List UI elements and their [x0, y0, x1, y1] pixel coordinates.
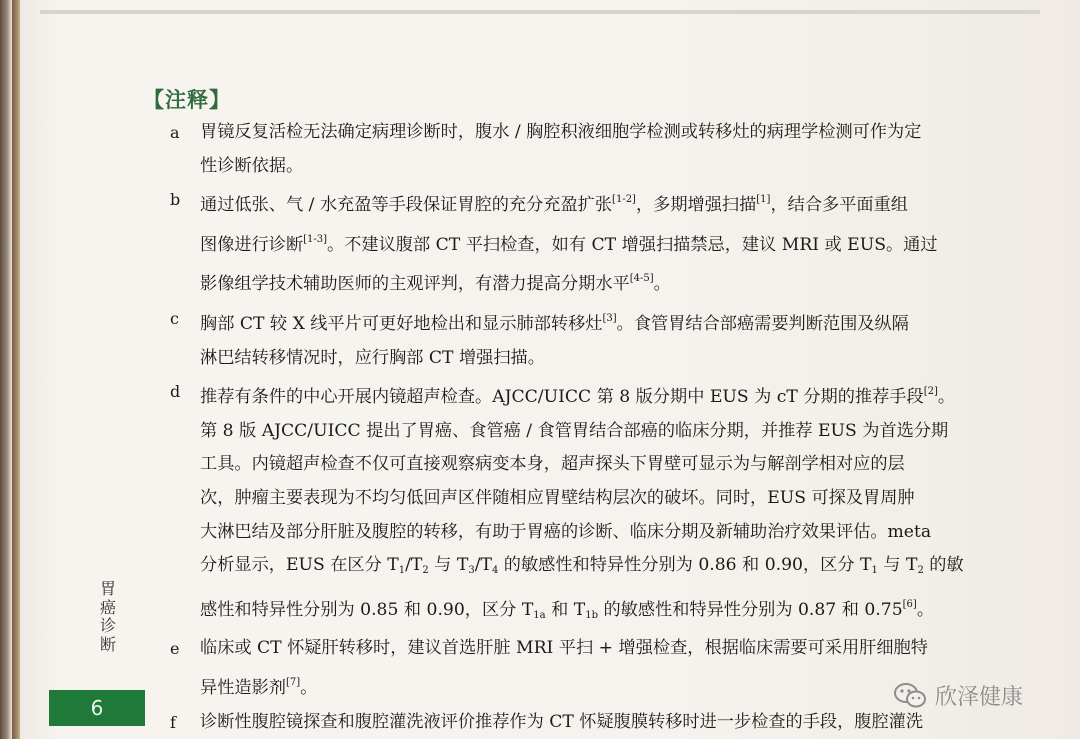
citation-ref: [6]: [902, 598, 917, 610]
note-item-d: [170, 375, 1070, 632]
citation-ref: [1]: [756, 194, 771, 206]
page-number-tab: [49, 690, 145, 726]
side-label-char: 胃: [99, 579, 116, 598]
note-letter: d: [170, 382, 181, 402]
side-label-char: 诊: [99, 616, 116, 635]
note-line: [200, 262, 1070, 302]
subscript: 2: [422, 565, 429, 577]
note-text: 推荐有条件的中心开展内镜超声检查。AJCC/UICC 第 8 版分期中 EUS 为 cT 分期的推荐手段: [200, 387, 924, 408]
note-line: [200, 632, 1070, 666]
note-text: /T: [405, 555, 423, 576]
note-letter: a: [170, 123, 180, 142]
note-line: [200, 588, 1070, 633]
subscript: 2: [917, 565, 924, 577]
note-text: 。: [300, 677, 318, 698]
note-text: 与 T: [877, 555, 918, 576]
citation-ref: [1-2]: [612, 194, 636, 206]
note-line: [200, 183, 1070, 223]
note-text: 胃镜反复活检无法确定病理诊断时，腹水 / 胸腔积液细胞学检测或转移灶的病理学检测可作为定: [200, 122, 922, 142]
wechat-icon: [893, 682, 927, 710]
note-text: 感性和特异性分别为 0.85 和 0.90，区分 T: [200, 599, 534, 620]
notes-list: [170, 116, 1070, 739]
note-text: 通过低张、气 / 水充盈等手段保证胃腔的充分充盈扩张: [200, 195, 613, 216]
note-line: [200, 549, 1070, 588]
note-line: [200, 516, 1070, 550]
note-text: 。不建议腹部 CT 平扫检查，如有 CT 增强扫描禁忌，建议 MRI 或 EUS。通过: [327, 234, 938, 255]
side-label-char: 癌: [99, 597, 116, 617]
citation-ref: [1-3]: [303, 233, 328, 245]
subscript: 1: [871, 565, 878, 577]
page-number: 6: [90, 696, 104, 720]
note-text: 大淋巴结及部分肝脏及腹腔的转移，有助于胃癌的诊断、临床分期及新辅助治疗效果评估。meta: [200, 521, 932, 542]
note-text: 的敏感性和特异性分别为 0.87 和 0.75: [597, 599, 903, 620]
note-text: 的敏感性和特异性分别为 0.86 和 0.90，区分 T: [498, 555, 872, 576]
note-text: 。: [653, 274, 671, 295]
citation-ref: [3]: [602, 312, 617, 324]
note-line: [200, 448, 1070, 482]
note-letter: f: [170, 712, 176, 732]
citation-ref: [2]: [923, 386, 938, 398]
note-text: 图像进行诊断: [200, 234, 304, 255]
note-text: 异性造影剂: [200, 677, 286, 698]
section-title: 【注释】: [143, 88, 231, 112]
note-text: 性诊断依据。: [200, 155, 304, 176]
watermark: [893, 680, 1023, 711]
note-line: [200, 415, 1070, 449]
note-item-b: [170, 183, 1070, 302]
note-text: 。食管胃结合部癌需要判断范围及纵隔: [616, 313, 909, 334]
note-text: 诊断性腹腔镜探查和腹腔灌洗液评价推荐作为 CT 怀疑腹膜转移时进一步检查的手段，腹腔灌洗: [200, 711, 924, 732]
note-text: ，结合多平面重组: [770, 195, 908, 216]
book-spine-shadow: [0, 0, 12, 739]
note-line: [200, 375, 1070, 415]
note-text: 淋巴结转移情况时，应行胸部 CT 增强扫描。: [200, 347, 545, 368]
note-text: 第 8 版 AJCC/UICC 提出了胃癌、食管癌 / 食管胃结合部癌的临床分期，并推荐 EUS 为首选分期: [200, 420, 949, 441]
note-line: [200, 342, 1070, 376]
watermark-text: 欣泽健康: [935, 685, 1024, 710]
note-text: 胸部 CT 较 X 线平片可更好地检出和显示肺部转移灶: [200, 313, 603, 334]
note-text: 。: [916, 599, 935, 620]
subscript: 1b: [585, 609, 598, 621]
citation-ref: [7]: [285, 676, 301, 688]
note-text: ，多期增强扫描: [635, 195, 757, 216]
subscript: 1a: [533, 609, 546, 621]
note-text: 次，肿瘤主要表现为不均匀低回声区伴随相应胃壁结构层次的破坏。同时，EUS 可探及胃周肿: [200, 487, 915, 508]
chapter-side-label: [98, 580, 118, 654]
note-line: [200, 482, 1070, 516]
note-text: 临床或 CT 怀疑肝转移时，建议首选肝脏 MRI 平扫 + 增强检查，根据临床需要可采用肝细胞特: [200, 638, 928, 659]
subscript: 1: [398, 565, 406, 577]
header-rule: [40, 10, 1040, 14]
note-line: [200, 302, 1070, 342]
subscript: 4: [491, 565, 499, 577]
note-text: 工具。内镜超声检查不仅可直接观察病变本身，超声探头下胃壁可显示为与解剖学相对应的层: [200, 454, 905, 475]
note-line: [200, 116, 1070, 150]
subscript: 3: [468, 565, 475, 577]
note-letter: b: [170, 190, 181, 210]
note-text: 和 T: [545, 599, 586, 620]
page-edge: [12, 0, 20, 739]
note-item-a: [170, 116, 1070, 183]
note-letter: c: [170, 308, 179, 328]
note-letter: e: [170, 639, 180, 659]
note-line: [200, 223, 1070, 263]
note-text: 影像组学技术辅助医师的主观评判，有潜力提高分期水平: [200, 274, 630, 295]
note-text: 。: [937, 387, 956, 408]
side-label-char: 断: [99, 634, 116, 654]
note-text: 分析显示，EUS 在区分 T: [200, 555, 399, 576]
note-item-c: [170, 302, 1070, 375]
note-line: [200, 150, 1070, 184]
note-text: 的敏: [923, 555, 964, 576]
citation-ref: [4-5]: [629, 273, 654, 285]
note-text: 与 T: [428, 555, 469, 576]
note-text: /T: [474, 555, 492, 576]
